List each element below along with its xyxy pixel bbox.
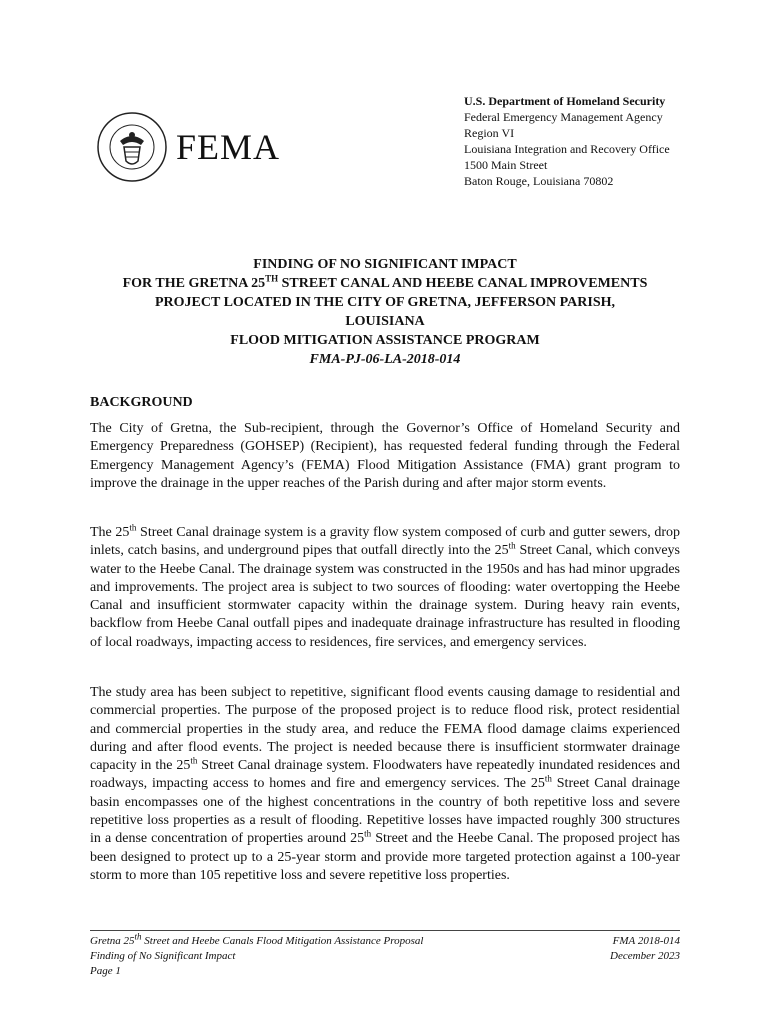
title-line-2-pre: FOR THE GRETNA 25 — [122, 276, 266, 291]
footer-title-pre: Gretna 25 — [90, 935, 135, 947]
address-org: U.S. Department of Homeland Security — [464, 94, 666, 108]
agency-address — [464, 93, 670, 189]
p3-sup-1: th — [190, 755, 198, 766]
p2-text-c: Street Canal, which conveys water to the Heebe Canal. The drainage system was constructed in the 1950s and has had minor upgrades and improvements. The project area is subject to two sources of flooding: water overtopping the Heebe Canal and insufficient stormwater capacity within the drainage system. During heavy rain events, backflow from Heebe Canal outfall pipes and inadequate drainage infrastructure has resulted in flooding of local roadways, impacting access to residences, fire services, and emergency services. — [90, 543, 681, 650]
p3-sup-2: th — [544, 773, 552, 784]
paragraph-2 — [90, 524, 680, 652]
p2-sup-2: th — [508, 540, 516, 551]
section-heading-background: BACKGROUND — [90, 395, 193, 410]
paragraph-1: The City of Gretna, the Sub-recipient, through the Governor’s Office of Homeland Security and Emergency Preparedness (GOHSEP) (Recipient), has requested federal funding through the Federal Emergency Management Agency’s (FEMA) Flood Mitigation Assistance (FMA) grant program to improve the drainage in the upper reaches of the Parish during and after major storm events. — [90, 421, 680, 491]
address-city: Baton Rouge, Louisiana 70802 — [464, 174, 614, 188]
address-agency: Federal Emergency Management Agency — [464, 110, 663, 124]
footer-right — [560, 934, 680, 964]
p3-text-b: Street Canal drainage system. Floodwaters have repeatedly inundated residences and roadways, impacting access to homes and fire and emergency services. The 25 — [90, 758, 680, 792]
p2-text-a: The 25 — [90, 525, 130, 540]
title-line-5: FLOOD MITIGATION ASSISTANCE PROGRAM — [230, 333, 540, 348]
document-title — [88, 255, 682, 369]
p2-sup-1: th — [129, 522, 137, 533]
p3-sup-3: th — [364, 828, 372, 839]
paragraph-3 — [90, 684, 680, 885]
p2-text-b: Street Canal drainage system is a gravity flow system composed of curb and gutter sewers, drop inlets, catch basins, and underground pipes that outfall directly into the 25 — [90, 525, 680, 559]
p3-text-a: The study area has been subject to repetitive, significant flood events causing damage to residential and commercial properties. The purpose of the proposed project is to reduce flood risk, protect residential and commercial properties in the study area, and reduce the FEMA flood damage claims experienced during and after flood events. The project is needed because there is insufficient stormwater drainage capacity in the 25 — [90, 685, 680, 774]
title-line-4: LOUISIANA — [345, 314, 425, 329]
footer-project-title — [90, 931, 424, 949]
page-number: 1 — [115, 965, 121, 977]
footer-fma-number: FMA 2018-014 — [612, 935, 680, 947]
dhs-seal-icon — [96, 111, 168, 183]
fema-logo: FEMA — [176, 127, 281, 167]
p3-text-c: Street Canal drainage basin encompasses one of the highest concentrations in the country of both repetitive loss and severe repetitive loss properties as a result of flooding. Repetitive losses have impacted roughly 300 structures in a dense concentration of properties around 25 — [90, 776, 680, 847]
address-office: Louisiana Integration and Recovery Office — [464, 142, 670, 156]
footer-title-sup: th — [134, 931, 142, 942]
address-street: 1500 Main Street — [464, 158, 548, 172]
footer-date: December 2023 — [610, 950, 680, 962]
footer-doc-type: Finding of No Significant Impact — [90, 950, 236, 962]
p3-text-d: Street and the Heebe Canal. The proposed project has been designed to protect up to a 25-year storm and provide more targeted protection against a 100-year storm to more than 105 repetitive loss and severe repetitive loss properties. — [90, 831, 681, 883]
address-region: Region VI — [464, 126, 515, 140]
footer-left — [90, 931, 424, 979]
footer-page — [90, 964, 423, 979]
title-line-2-post: STREET CANAL AND HEEBE CANAL IMPROVEMENTS — [278, 276, 648, 291]
project-id: FMA-PJ-06-LA-2018-014 — [309, 352, 461, 367]
page-label: Page — [90, 965, 116, 977]
title-line-3: PROJECT LOCATED IN THE CITY OF GRETNA, JEFFERSON PARISH, — [155, 295, 615, 310]
title-line-2 — [88, 274, 682, 293]
footer-title-post: Street and Heebe Canals Flood Mitigation Assistance Proposal — [141, 935, 424, 947]
footer-divider — [90, 930, 680, 931]
title-line-1: FINDING OF NO SIGNIFICANT IMPACT — [253, 257, 517, 272]
title-line-2-sup: TH — [265, 273, 279, 284]
